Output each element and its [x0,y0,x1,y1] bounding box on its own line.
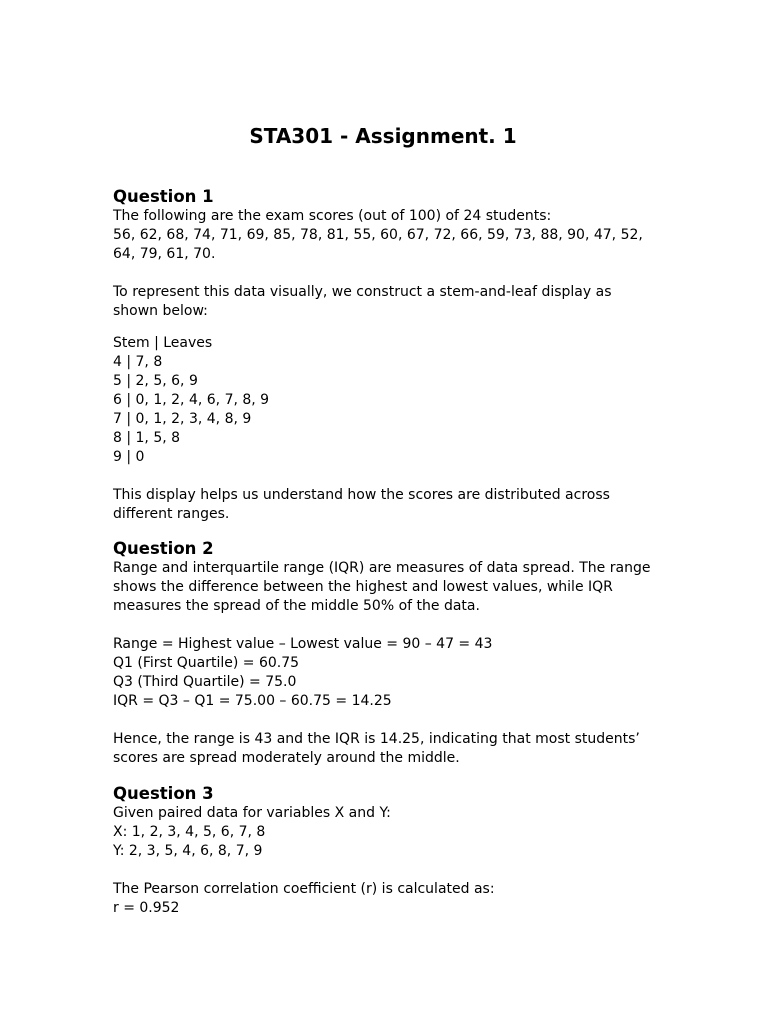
question-2-intro-line-3: measures the spread of the middle 50% of the data. [113,598,480,614]
q1-value: Q1 (First Quartile) = 60.75 [113,655,300,671]
question-1-summary-line-2: different ranges. [113,506,230,522]
question-3-intro: Given paired data for variables X and Y: [113,805,391,821]
stem-leaf-row: 7 | 0, 1, 2, 3, 4, 8, 9 [113,411,252,427]
iqr-calculation: IQR = Q3 – Q1 = 75.00 – 60.75 = 14.25 [113,693,392,709]
question-1-heading: Question 1 [113,187,214,206]
question-1-section [113,186,653,524]
stem-leaf-row: 5 | 2, 5, 6, 9 [113,373,198,389]
pearson-intro: The Pearson correlation coefficient (r) is calculated as: [113,881,495,897]
question-1-visual-line-1: To represent this data visually, we construct a stem-and-leaf display as [113,284,612,300]
question-3-section [113,783,653,918]
pearson-value: r = 0.952 [113,900,180,916]
stem-leaf-row: 9 | 0 [113,449,145,465]
question-1-intro: The following are the exam scores (out of 100) of 24 students: [113,208,552,224]
question-2-conclusion-line-2: scores are spread moderately around the middle. [113,750,460,766]
stem-leaf-header: Stem | Leaves [113,335,213,351]
question-3-heading: Question 3 [113,784,214,803]
question-1-data-line-1: 56, 62, 68, 74, 71, 69, 85, 78, 81, 55, 60, 67, 72, 66, 59, 73, 88, 90, 47, 52, [113,227,643,243]
question-2-intro-line-2: shows the difference between the highest and lowest values, while IQR [113,579,613,595]
q3-value: Q3 (Third Quartile) = 75.0 [113,674,297,690]
question-2-heading: Question 2 [113,539,214,558]
x-values: X: 1, 2, 3, 4, 5, 6, 7, 8 [113,824,266,840]
question-1-visual-line-2: shown below: [113,303,208,319]
question-2-intro-line-1: Range and interquartile range (IQR) are measures of data spread. The range [113,560,651,576]
document-title: STA301 - Assignment. 1 [249,124,517,148]
stem-leaf-row: 8 | 1, 5, 8 [113,430,181,446]
question-2-section [113,538,653,768]
y-values: Y: 2, 3, 5, 4, 6, 8, 7, 9 [113,843,263,859]
stem-leaf-row: 6 | 0, 1, 2, 4, 6, 7, 8, 9 [113,392,270,408]
question-2-conclusion-line-1: Hence, the range is 43 and the IQR is 14.25, indicating that most students’ [113,731,640,747]
range-calculation: Range = Highest value – Lowest value = 90 – 47 = 43 [113,636,493,652]
stem-leaf-row: 4 | 7, 8 [113,354,163,370]
question-1-data-line-2: 64, 79, 61, 70. [113,246,216,262]
question-1-summary-line-1: This display helps us understand how the scores are distributed across [113,487,610,503]
